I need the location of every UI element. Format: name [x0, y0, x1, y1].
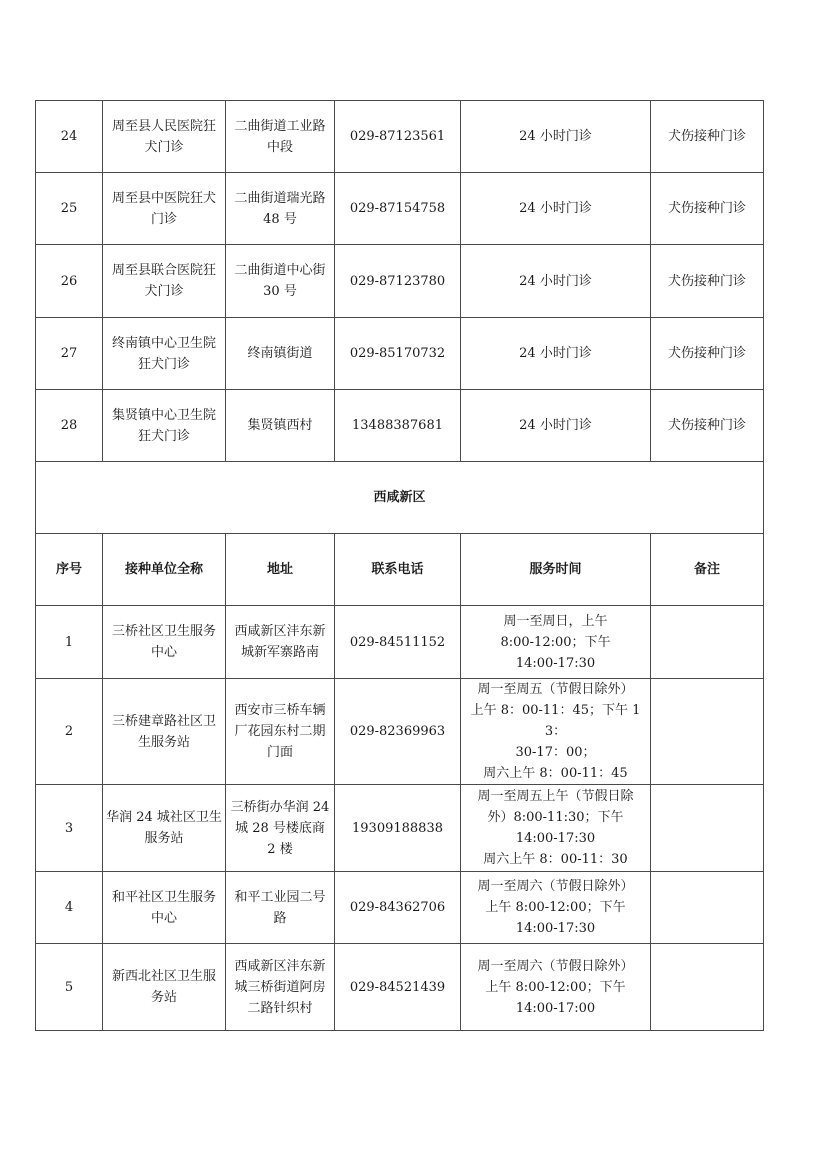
row-number: 1 [36, 606, 103, 679]
row-number: 3 [36, 785, 103, 872]
service-hours [461, 872, 651, 944]
hours-line: 上午 8:00-12:00；下午 [485, 900, 626, 915]
unit-name: 和平社区卫生服务中心 [103, 872, 226, 944]
table-row [36, 245, 764, 318]
unit-note [651, 679, 764, 785]
hours-line: 周一至周日，上午 [503, 613, 608, 629]
unit-address: 西咸新区沣东新城新军寨路南 [226, 606, 335, 679]
header-name: 接种单位全称 [103, 534, 226, 606]
unit-address: 二曲街道工业路中段 [226, 101, 335, 173]
service-hours [461, 679, 651, 785]
service-hours: 24 小时门诊 [461, 173, 651, 245]
unit-phone: 029-85170732 [335, 318, 461, 390]
service-hours [461, 606, 651, 679]
unit-phone: 19309188838 [335, 785, 461, 872]
hours-line: 30-17：00； [515, 745, 596, 760]
hours-line: 周一至周六（节假日除外） [477, 879, 634, 894]
hours-line: 周一至周五（节假日除外） [477, 682, 634, 697]
hours-line: 14:00-17:30 [515, 655, 596, 671]
unit-name: 周至县联合医院狂犬门诊 [103, 245, 226, 318]
unit-note [651, 606, 764, 679]
unit-phone: 029-84362706 [335, 872, 461, 944]
service-hours: 24 小时门诊 [461, 101, 651, 173]
hours-line: 周一至周五上午（节假日除 [477, 789, 634, 804]
header-note: 备注 [651, 534, 764, 606]
unit-name: 华润 24 城社区卫生服务站 [103, 785, 226, 872]
row-number: 25 [36, 173, 103, 245]
service-hours [461, 785, 651, 872]
header-address: 地址 [226, 534, 335, 606]
unit-note: 犬伤接种门诊 [651, 101, 764, 173]
unit-note: 犬伤接种门诊 [651, 390, 764, 462]
hours-line: 14:00-17:00 [515, 1000, 596, 1016]
unit-name: 周至县人民医院狂犬门诊 [103, 101, 226, 173]
table-row [36, 606, 764, 679]
unit-name: 新西北社区卫生服务站 [103, 944, 226, 1031]
hours-line: 周六上午 8：00-11：45 [483, 766, 628, 781]
hours-line: 外）8:00-11:30；下午 [487, 810, 624, 825]
unit-phone: 029-87123780 [335, 245, 461, 318]
unit-phone: 029-82369963 [335, 679, 461, 785]
header-hours: 服务时间 [461, 534, 651, 606]
unit-phone: 029-84511152 [335, 606, 461, 679]
service-hours: 24 小时门诊 [461, 245, 651, 318]
unit-phone: 029-87154758 [335, 173, 461, 245]
section-title: 西咸新区 [36, 462, 764, 534]
unit-note [651, 944, 764, 1031]
unit-name: 三桥建章路社区卫生服务站 [103, 679, 226, 785]
hours-line: 周六上午 8：00-11：30 [483, 852, 628, 867]
row-number: 5 [36, 944, 103, 1031]
unit-note: 犬伤接种门诊 [651, 245, 764, 318]
unit-address: 西安市三桥车辆厂花园东村二期门面 [226, 679, 335, 785]
unit-name: 终南镇中心卫生院狂犬门诊 [103, 318, 226, 390]
header-row [36, 534, 764, 606]
row-number: 27 [36, 318, 103, 390]
hours-line: 8:00-12:00；下午 [500, 634, 611, 650]
row-number: 28 [36, 390, 103, 462]
unit-phone: 13488387681 [335, 390, 461, 462]
unit-note [651, 872, 764, 944]
unit-address: 和平工业园二号路 [226, 872, 335, 944]
clinic-table [35, 100, 764, 1031]
unit-phone: 029-84521439 [335, 944, 461, 1031]
unit-address: 三桥街办华润 24 城 28 号楼底商 2 楼 [226, 785, 335, 872]
section-row [36, 462, 764, 534]
row-number: 24 [36, 101, 103, 173]
unit-phone: 029-87123561 [335, 101, 461, 173]
unit-address: 二曲街道中心街 30 号 [226, 245, 335, 318]
table-row [36, 390, 764, 462]
unit-note [651, 785, 764, 872]
row-number: 26 [36, 245, 103, 318]
table-row [36, 785, 764, 872]
hours-line: 周一至周六（节假日除外） [477, 958, 634, 974]
service-hours: 24 小时门诊 [461, 390, 651, 462]
unit-address: 西咸新区沣东新城三桥街道阿房二路针织村 [226, 944, 335, 1031]
unit-note: 犬伤接种门诊 [651, 318, 764, 390]
row-number: 4 [36, 872, 103, 944]
unit-address: 二曲街道瑞光路 48 号 [226, 173, 335, 245]
unit-address: 集贤镇西村 [226, 390, 335, 462]
table-row [36, 944, 764, 1031]
table-row [36, 101, 764, 173]
unit-name: 周至县中医院狂犬门诊 [103, 173, 226, 245]
table-row [36, 318, 764, 390]
header-no: 序号 [36, 534, 103, 606]
hours-line: 14:00-17:30 [515, 921, 596, 936]
hours-line: 上午 8:00-12:00；下午 [485, 979, 626, 995]
hours-line: 14:00-17:30 [515, 831, 596, 846]
hours-line: 上午 8：00-11：45；下午 13： [470, 703, 641, 739]
unit-name: 集贤镇中心卫生院狂犬门诊 [103, 390, 226, 462]
row-number: 2 [36, 679, 103, 785]
unit-note: 犬伤接种门诊 [651, 173, 764, 245]
table-row [36, 872, 764, 944]
service-hours [461, 944, 651, 1031]
table-row [36, 173, 764, 245]
unit-name: 三桥社区卫生服务中心 [103, 606, 226, 679]
service-hours: 24 小时门诊 [461, 318, 651, 390]
table-row [36, 679, 764, 785]
unit-address: 终南镇街道 [226, 318, 335, 390]
header-phone: 联系电话 [335, 534, 461, 606]
